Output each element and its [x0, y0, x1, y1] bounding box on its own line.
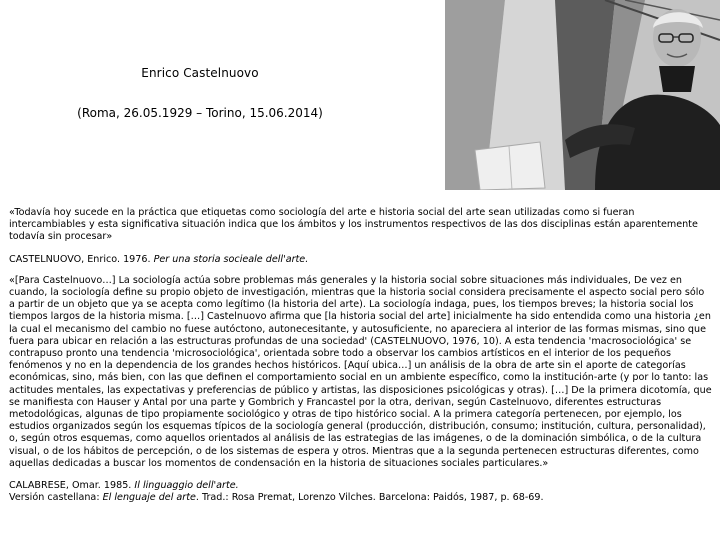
translation-title: El lenguaje del arte [102, 492, 196, 504]
translation-prefix: Versión castellana: [9, 492, 100, 504]
portrait-photo [445, 0, 720, 190]
quote-paragraph-2: «[Para Castelnuovo…] La sociología actúa sobre problemas más generales y la historia social sobre situaciones más individuales, De vez en cuando, la sociología define su propio objeto de investigación, mientras que la historia social considera precisamente el aspecto social pero sólo a partir de un objeto que ya se acepta como legítimo (la historia del arte). La sociología indaga, pues, los tiempos breves; la historia social los tiempos largos de la historia misma. […] Castelnuovo afirma que [la historia social del arte] inicialmente ha sido entendida como una historia ¿en la cual el mecanismo del cambio no fuese autóctono, autonecesitante, y autosuficiente, no apareciera al interior de las formas mismas, sino que fuera para ubicar en relación a las estructuras profundas de una sociedad' (CASTELNUOVO, 1976, 10). A esta tendencia 'macrosociológica' se contrapuso pronto una tendencia 'microsociológica', orientada sobre todo a observar los cambios artísticos en el interior de los pequeños fenómenos y no en la dependencia de los grandes hechos históricos. [Aquí ubica…] un análisis de la obra de arte sin el aporte de categorías económicas, sino, más bien, con las que definen el comportamiento social en un ambiente específico, como la institución-arte (y por lo tanto: las actitudes mentales, las expectativas y preferencias de público y artistas, las disposiciones psicológicas y otras). […] De la primera dicotomía, que se manifiesta con Hauser y Antal por una parte y Gombrich y Francastel por la otra, derivan, según Castelnuovo, diferentes estructuras metodológicas, algunas de tipo propiamente sociológico y otras de tipo histórico social. A la primera categoría pertenecen, por ejemplo, los estudios organizados según los esquemas típicos de la sociología general (producción, distribución, consumo; institución, cultura, personalidad), o, según otros esquemas, como aquellos orientados al análisis de las estrategias de las imágenes, o de la dominación simbólica, o de la cultura visual, o de los hábitos de percepción, o de los sistemas de espera y otros. Mientras que a la segunda pertenecen estructuras diferentes, como aquellas dedicadas a buscar los momentos de condensación en la historia de situaciones sociales particulares.» [9, 274, 712, 469]
reference-castelnuovo [9, 254, 713, 266]
reference-translation [9, 492, 713, 504]
life-dates: (Roma, 26.05.1929 – Torino, 15.06.2014) [77, 106, 323, 120]
text-body [9, 207, 713, 513]
reference-title: Il linguaggio dell'arte. [134, 480, 239, 492]
portrait-photo-illustration [445, 0, 720, 190]
quote-paragraph-1: «Todavía hoy sucede en la práctica que etiquetas como sociología del arte e historia social del arte sean utilizadas como si fueran intercambiables y esta significativa situación indica que los ámbitos y los instrumentos respectivos de las dos disciplinas están aparentemente todavía sin procesar» [9, 207, 698, 243]
reference-author: CALABRESE, Omar. 1985. [9, 480, 132, 492]
reference-author: CASTELNUOVO, Enrico. 1976. [9, 253, 151, 265]
person-name: Enrico Castelnuovo [141, 66, 259, 80]
reference-calabrese [9, 480, 713, 492]
reference-title: Per una storia socieale dell'arte. [153, 253, 309, 265]
translation-details: . Trad.: Rosa Premat, Lorenzo Vilches. Barcelona: Paidós, 1987, p. 68-69. [195, 492, 544, 504]
